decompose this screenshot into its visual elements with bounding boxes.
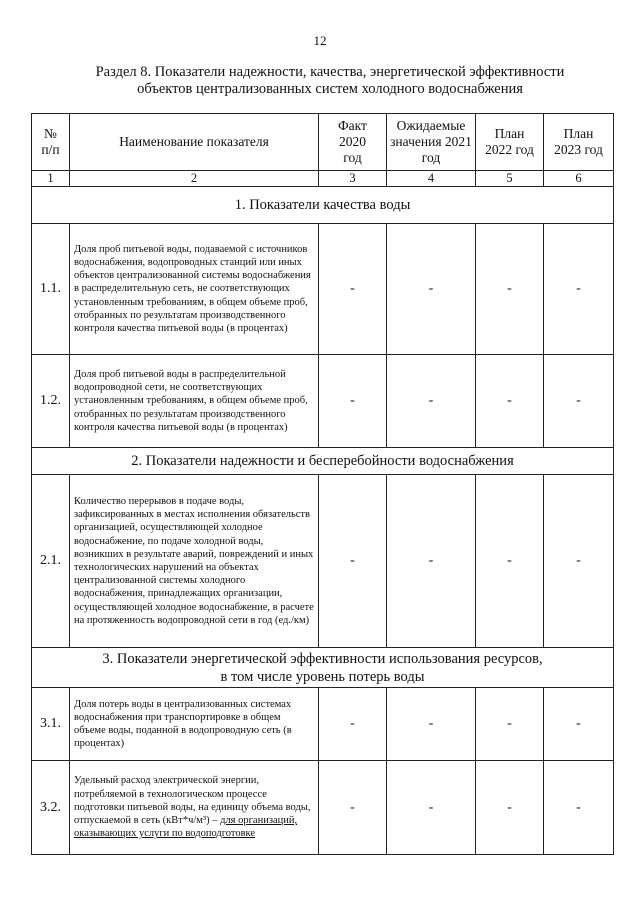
column-number: 1 <box>32 171 70 187</box>
group-title-line-2: в том числе уровень потерь воды <box>220 668 425 685</box>
header-plan-2022: План 2022 год <box>476 114 544 171</box>
indicator-name: Количество перерывов в подаче воды, зафиксированных в местах исполнения обязательств организацией, осуществляющей холодное водоснабжение, по подаче холодной воды, возникших в результате аварий, повреждений и иных технологических нарушений на объектах централизованной системы холодного водоснабжения, принадлежащих организации, осуществляющей холодное водоснабжение, в расчете на протяженность водопроводной сети в год (ед./км) <box>70 475 319 648</box>
row-number: 3.2. <box>32 761 70 855</box>
plan-2023-value: - <box>544 761 614 855</box>
column-number: 2 <box>70 171 319 187</box>
table-row <box>32 355 614 448</box>
page-number: 12 <box>313 33 327 48</box>
indicator-name-text: Удельный расход электрической энергии, потребляемой в технологическом процессе подготовки питьевой воды, на единицу объема воды, отпускаемой в сеть (кВт*ч/м³) – <box>74 775 311 827</box>
expected-value: - <box>387 475 476 648</box>
section-title-line-1: Раздел 8. Показатели надежности, качества, энергетической эффективности <box>95 64 565 80</box>
indicator-name: Доля проб питьевой воды в распределительной водопроводной сети, не соответствующих установленным требованиям, в общем объеме проб, отобранных по результатам производственного контроля качества питьевой воды (в процентах) <box>70 355 319 448</box>
table-row <box>32 224 614 355</box>
header-name: Наименование показателя <box>70 114 319 171</box>
fact-value: - <box>319 224 387 355</box>
row-number: 3.1. <box>32 688 70 761</box>
group-header-row <box>32 448 614 475</box>
fact-value: - <box>319 688 387 761</box>
expected-value: - <box>387 761 476 855</box>
indicator-name: Доля проб питьевой воды, подаваемой с источников водоснабжения, водопроводных станций или иных объектов централизованной системы водоснабжения в распределительную сеть, не соответствующих установленным требованиям, в общем объеме проб, отобранных по результатам производственного контроля качества питьевой воды (в процентах) <box>70 224 319 355</box>
expected-value: - <box>387 688 476 761</box>
indicator-name <box>70 761 319 855</box>
table-row <box>32 475 614 648</box>
indicator-name: Доля потерь воды в централизованных системах водоснабжения при транспортировке в общем объеме воды, поданной в водопроводную сеть (в процентах) <box>70 688 319 761</box>
expected-value: - <box>387 355 476 448</box>
header-num: № п/п <box>32 114 70 171</box>
plan-2022-value: - <box>476 224 544 355</box>
fact-value: - <box>319 761 387 855</box>
plan-2022-value: - <box>476 475 544 648</box>
table-header-row <box>32 114 614 171</box>
expected-value: - <box>387 224 476 355</box>
plan-2023-value: - <box>544 688 614 761</box>
plan-2022-value: - <box>476 761 544 855</box>
column-number: 5 <box>476 171 544 187</box>
group-header-row <box>32 187 614 224</box>
fact-value: - <box>319 355 387 448</box>
section-title-line-2: объектов централизованных систем холодного водоснабжения <box>137 81 523 97</box>
group-title: 1. Показатели качества воды <box>32 187 614 224</box>
group-header-row <box>32 648 614 688</box>
plan-2023-value: - <box>544 224 614 355</box>
row-number: 2.1. <box>32 475 70 648</box>
fact-value: - <box>319 475 387 648</box>
table-row <box>32 761 614 855</box>
table-row <box>32 688 614 761</box>
plan-2022-value: - <box>476 688 544 761</box>
group-title-line-1: 3. Показатели энергетической эффективности использования ресурсов, <box>102 650 543 667</box>
column-number: 3 <box>319 171 387 187</box>
indicators-table <box>31 113 614 855</box>
plan-2023-value: - <box>544 355 614 448</box>
header-fact: Факт 2020 год <box>319 114 387 171</box>
header-plan-2023: План 2023 год <box>544 114 614 171</box>
section-title <box>40 64 620 98</box>
group-title <box>32 648 614 688</box>
row-number: 1.2. <box>32 355 70 448</box>
plan-2022-value: - <box>476 355 544 448</box>
header-expected: Ожидаемые значения 2021 год <box>387 114 476 171</box>
column-number: 6 <box>544 171 614 187</box>
column-number: 4 <box>387 171 476 187</box>
indicator-name-underlined: для организаций, оказывающих услуги по водоподготовке <box>74 815 298 840</box>
plan-2023-value: - <box>544 475 614 648</box>
row-number: 1.1. <box>32 224 70 355</box>
group-title: 2. Показатели надежности и бесперебойности водоснабжения <box>32 448 614 475</box>
column-number-row <box>32 171 614 187</box>
